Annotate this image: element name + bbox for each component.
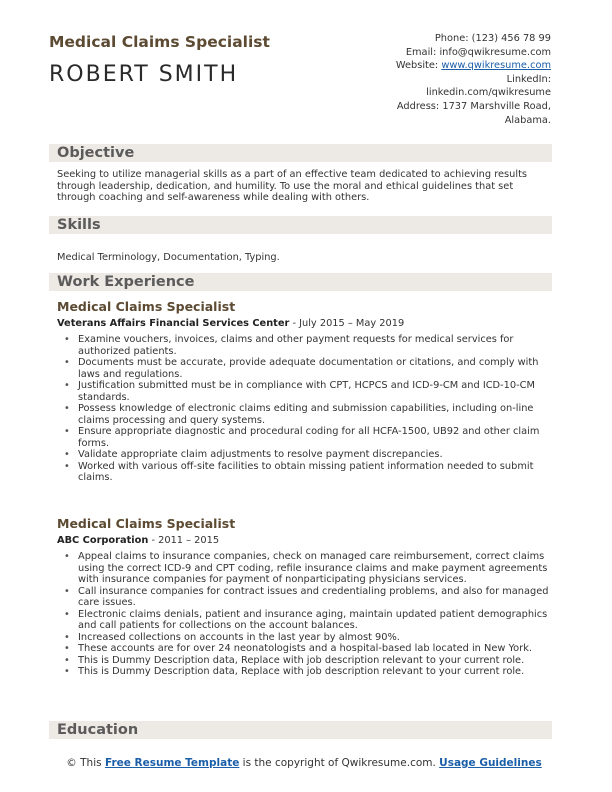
section-work-experience <box>49 273 552 291</box>
job-1-role: Medical Claims Specialist <box>57 299 236 314</box>
list-item: • Examine vouchers, invoices, claims and other payment requests for medical services for authorized patients. <box>78 334 553 357</box>
section-objective <box>49 144 552 162</box>
list-item: • Electronic claims denials, patient and insurance aging, maintain updated patient demographics and call patients for collections on the account balances. <box>78 609 553 632</box>
list-item: • Documents must be accurate, provide adequate documentation or citations, and comply with laws and regulations. <box>78 357 553 380</box>
contact-address <box>311 100 551 114</box>
job-2-employer-line <box>57 535 219 546</box>
email-value: info@qwikresume.com <box>439 46 551 58</box>
job-2-employer: ABC Corporation <box>57 535 149 546</box>
address-line1: 1737 Marshville Road, <box>442 100 551 112</box>
contact-linkedin-label: LinkedIn: <box>506 73 551 85</box>
address-label: Address: <box>396 100 440 112</box>
list-item: • This is Dummy Description data, Replace with job description relevant to your current role. <box>78 666 553 678</box>
list-item: • Appeal claims to insurance companies, check on managed care reimbursement, correct claims using the correct ICD-9 and CPT coding, refile insurance claims and make payment agreements with insurance companies for payment of nonparticipating physicians services. <box>78 551 553 586</box>
section-skills-heading: Skills <box>57 217 101 233</box>
skills-text: Medical Terminology, Documentation, Typing. <box>57 252 280 263</box>
section-work-heading: Work Experience <box>57 274 195 290</box>
free-resume-template-link[interactable]: Free Resume Template <box>104 757 240 769</box>
objective-text: Seeking to utilize managerial skills as a part of an effective team dedicated to achieving results through leadership, dedication, and humility. To use the moral and ethical guidelines that set through coaching and self-awareness while dealing with others. <box>57 169 528 204</box>
job-2-bullets <box>57 551 553 678</box>
job-1-employer-line <box>57 318 404 329</box>
website-link[interactable]: www.qwikresume.com <box>441 60 551 72</box>
candidate-name: ROBERT SMITH <box>49 62 239 87</box>
list-item: • Validate appropriate claim adjustments to resolve payment discrepancies. <box>78 449 553 461</box>
phone-label: Phone: <box>434 33 469 44</box>
list-item: • These accounts are for over 24 neonatologists and a hospital-based lab located in New York. <box>78 643 553 655</box>
list-item: • Call insurance companies for contract issues and credentialing problems, and also for managed care issues. <box>78 586 553 609</box>
header-job-title: Medical Claims Specialist <box>49 33 270 51</box>
job-2-role: Medical Claims Specialist <box>57 516 236 531</box>
copyright-footer <box>49 757 559 770</box>
section-skills <box>49 216 552 234</box>
job-2-dates: - 2011 – 2015 <box>148 535 220 546</box>
contact-email <box>311 46 551 60</box>
list-item: • Justification submitted must be in compliance with CPT, HCPCS and ICD-9-CM and ICD-10-CM standards. <box>78 380 553 403</box>
email-label: Email: <box>405 46 437 58</box>
footer-prefix: © This <box>66 757 105 769</box>
contact-phone <box>311 32 551 46</box>
list-item: • Increased collections on accounts in the last year by almost 90%. <box>78 632 553 644</box>
contact-website <box>311 59 551 73</box>
usage-guidelines-link[interactable]: Usage Guidelines <box>439 757 542 769</box>
job-1-dates: - July 2015 – May 2019 <box>289 318 405 329</box>
contact-linkedin-value: linkedin.com/qwikresume <box>426 87 551 99</box>
section-objective-heading: Objective <box>57 145 135 161</box>
footer-middle: is the copyright of Qwikresume.com. <box>239 757 440 769</box>
section-education-heading: Education <box>57 722 139 738</box>
list-item: • Possess knowledge of electronic claims editing and submission capabilities, including on-line claims processing and query systems. <box>78 403 553 426</box>
website-label: Website: <box>395 60 439 72</box>
list-item: • Ensure appropriate diagnostic and procedural coding for all HCFA-1500, UB92 and other claim forms. <box>78 426 553 449</box>
phone-value: (123) 456 78 99 <box>471 33 551 44</box>
job-1-employer: Veterans Affairs Financial Services Center <box>57 318 290 329</box>
list-item: • This is Dummy Description data, Replace with job description relevant to your current role. <box>78 655 553 667</box>
contact-block <box>311 32 551 127</box>
section-education <box>49 721 552 739</box>
job-1-bullets <box>57 334 553 484</box>
list-item: • Worked with various off-site facilities to obtain missing patient information needed to submit claims. <box>78 461 553 484</box>
address-line2: Alabama. <box>504 114 551 126</box>
